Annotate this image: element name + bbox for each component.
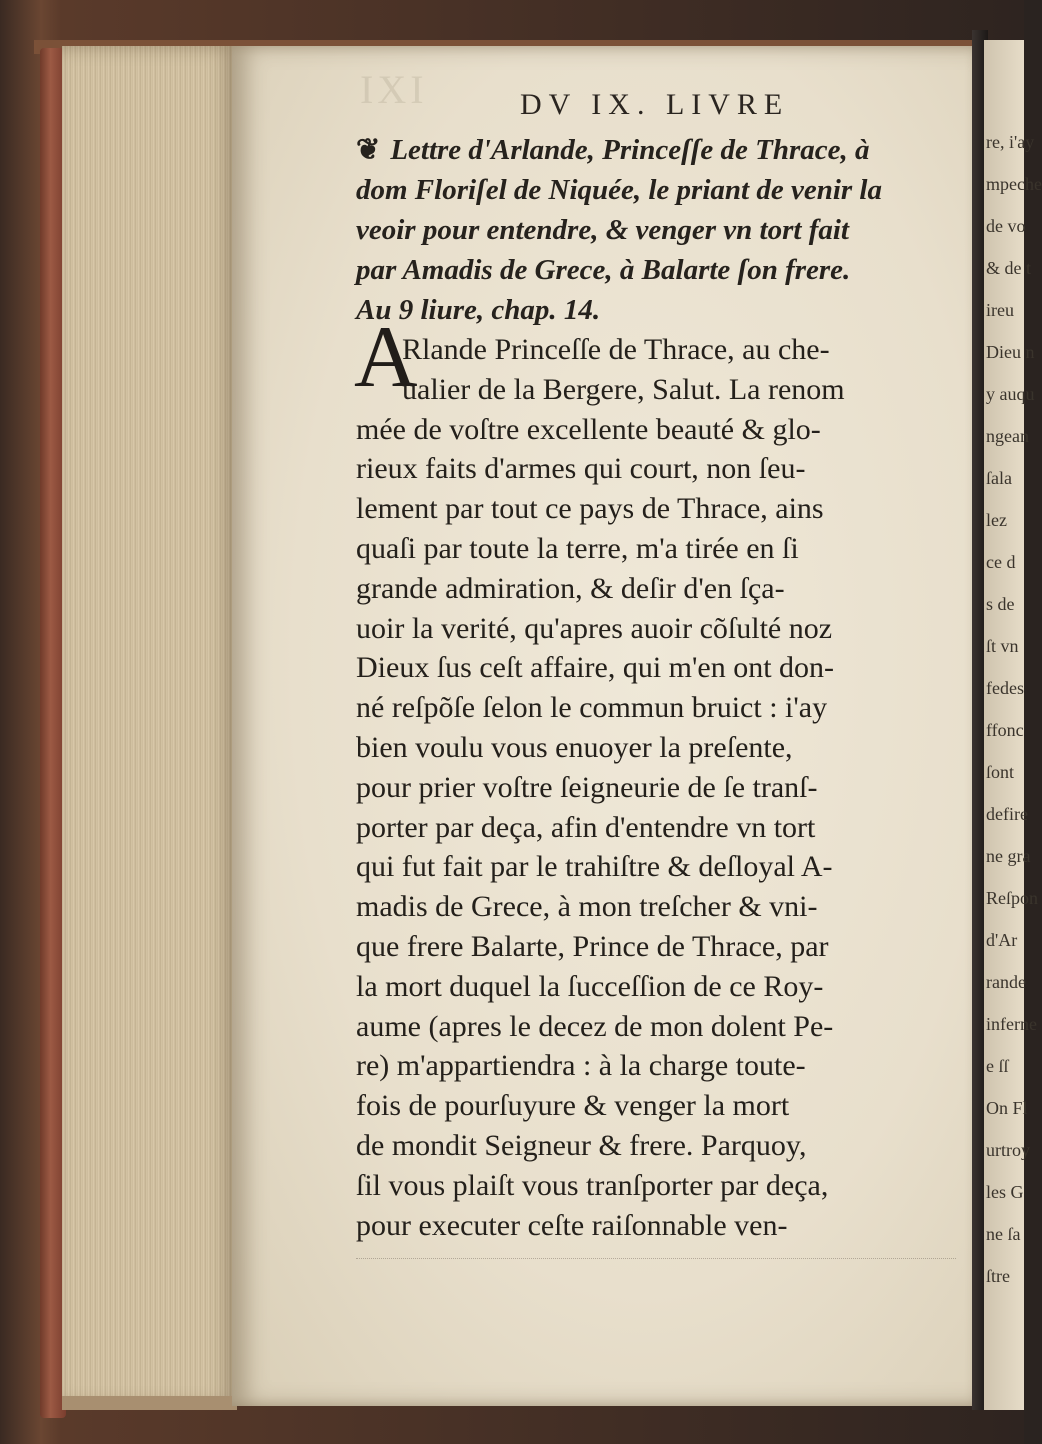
body-line: que frere Balarte, Prince de Thrace, par xyxy=(356,929,829,963)
right-page-fragment-line: rande xyxy=(986,972,1026,992)
heading-line: ❦ Lettre d'Arlande, Princeſſe de Thrace, à xyxy=(356,134,870,166)
body-line: de mondit Seigneur & frere. Parquoy, xyxy=(356,1128,807,1162)
body-line: grande admiration, & deſir d'en ſça- xyxy=(356,571,785,605)
right-page-fragment-line: s de xyxy=(986,594,1015,614)
body-line: re) m'appartiendra : à la charge toute- xyxy=(356,1049,806,1083)
right-page-fragment-line: inferne xyxy=(986,1014,1037,1034)
right-page-fragment-line: fedes xyxy=(986,678,1024,698)
right-page-fragment-line: ſtre xyxy=(986,1266,1010,1286)
heading-line: veoir pour entendre, & venger vn tort fait xyxy=(356,214,849,246)
right-page-fragment xyxy=(984,40,1042,1410)
right-page-fragment-line: de vo xyxy=(986,216,1026,236)
body-line: rieux faits d'armes qui court, non ſeu- xyxy=(356,452,806,486)
drop-cap: A xyxy=(354,309,418,406)
show-through-text: IXI xyxy=(360,67,428,112)
body-line: lement par tout ce pays de Thrace, ains xyxy=(356,492,824,526)
body-line: qui fut fait par le trahiſtre & deſloyal A- xyxy=(356,850,833,884)
right-page-fragment-line: lez xyxy=(986,510,1007,530)
body-line: ſil vous plaiſt vous tranſporter par deça, xyxy=(356,1168,829,1202)
right-page-fragment-line: ſont xyxy=(986,762,1015,782)
right-page-fragment-line: re, i'ay xyxy=(986,132,1035,152)
right-page-fragment-line: Reſpon xyxy=(986,888,1038,908)
right-page-fragment-line: d'Ar xyxy=(986,930,1018,950)
body-line: fois de pourſuyure & venger la mort xyxy=(356,1089,790,1123)
body-line: mée de voſtre excellente beauté & glo- xyxy=(356,412,821,446)
page-stack-edges xyxy=(62,46,237,1406)
right-page-fragment-line: defire xyxy=(986,804,1028,824)
running-head: DV IX. LIVRE xyxy=(520,88,790,121)
letter-heading xyxy=(356,130,966,330)
body-line: pour prier voſtre ſeigneurie de ſe tranſ- xyxy=(356,770,818,804)
right-page-fragment-line: e ſſ xyxy=(986,1056,1009,1076)
bottom-rule xyxy=(356,1258,956,1259)
right-page-fragment-line: ngean xyxy=(986,426,1029,446)
right-page-fragment-line: ce d xyxy=(986,552,1016,572)
right-page-fragment-line: On Fl xyxy=(986,1098,1028,1118)
body-line: ualier de la Bergere, Salut. La renom xyxy=(402,372,845,406)
body-line: Dieux ſus ceſt affaire, qui m'en ont don- xyxy=(356,651,835,685)
body-line: aume (apres le decez de mon dolent Pe- xyxy=(356,1009,834,1043)
body-line: bien voulu vous enuoyer la preſente, xyxy=(356,730,793,764)
right-page-fragment-line: ne gra xyxy=(986,846,1031,866)
right-page-fragment-line: ſala xyxy=(986,468,1012,488)
right-page-fragment-line: & de t xyxy=(986,258,1031,278)
right-page-fragment-line: ne ſa xyxy=(986,1224,1021,1244)
right-page-fragment-line: urtroy xyxy=(986,1140,1030,1160)
page-stack-bottom xyxy=(62,1396,237,1410)
heading-line: Au 9 liure, chap. 14. xyxy=(356,294,601,326)
body-line: uoir la verité, qu'apres auoir cõſulté noz xyxy=(356,611,833,645)
body-line: quaſi par toute la terre, m'a tirée en ſi xyxy=(356,531,799,565)
right-page-fragment-line: mpeche xyxy=(986,174,1042,194)
body-line: né reſpõſe ſelon le commun bruict : i'ay xyxy=(356,691,828,725)
right-page-fragment-line: ireu xyxy=(986,300,1014,320)
right-page-fragment-line: ffonc xyxy=(986,720,1024,740)
letter-body xyxy=(356,330,966,1245)
fleuron-icon: ❦ xyxy=(356,134,381,166)
right-page-fragment-line: les G xyxy=(986,1182,1024,1202)
heading-line: dom Floriſel de Niquée, le priant de venir la xyxy=(356,174,882,206)
right-page-fragment-line: y auqu xyxy=(986,384,1035,404)
body-line: Rlande Princeſſe de Thrace, au che- xyxy=(402,333,830,366)
heading-line: par Amadis de Grece, à Balarte ſon frere. xyxy=(356,254,851,286)
right-page-fragment-line: Dieu n xyxy=(986,342,1035,362)
body-line: pour executer ceſte raiſonnable ven- xyxy=(356,1208,788,1242)
right-page-fragment-line: ſt vn xyxy=(986,636,1019,656)
body-line: porter par deça, afin d'entendre vn tort xyxy=(356,810,816,844)
body-line: madis de Grece, à mon treſcher & vni- xyxy=(356,890,818,924)
body-line: la mort duquel la ſucceſſion de ce Roy- xyxy=(356,969,824,1003)
